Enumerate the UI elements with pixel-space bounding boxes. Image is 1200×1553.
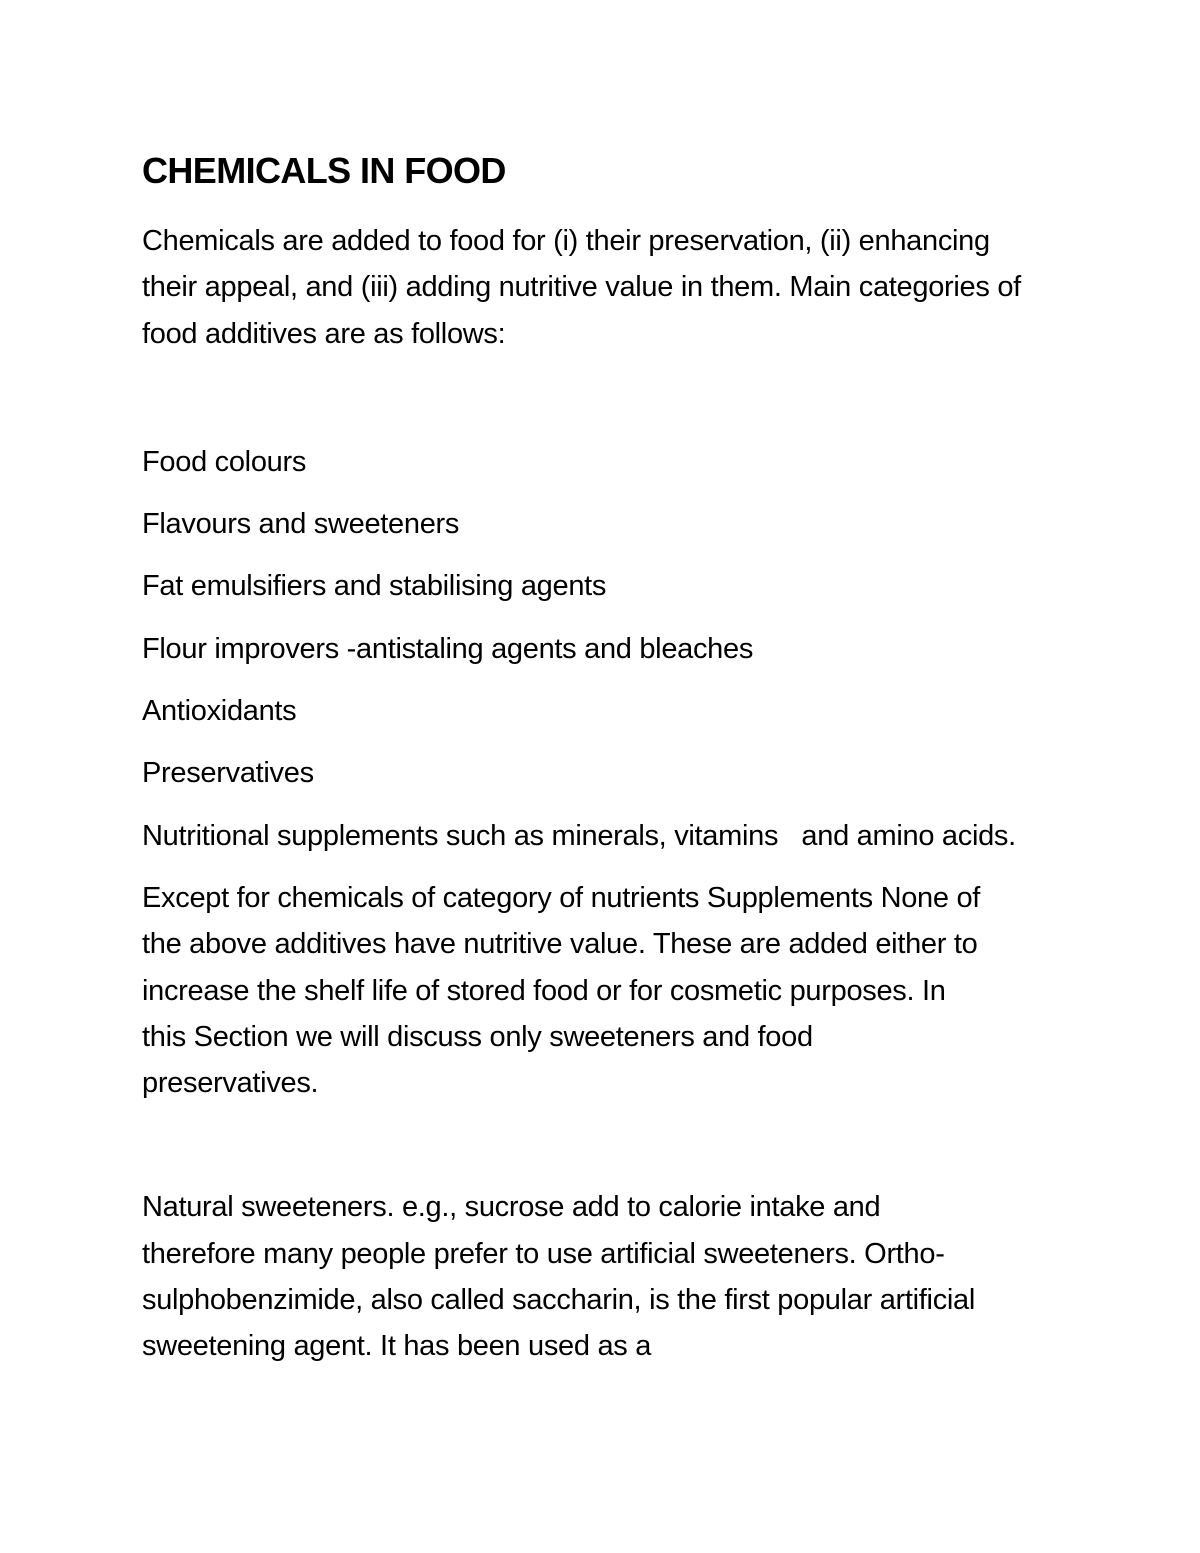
category-item: Fat emulsifiers and stabilising agents xyxy=(142,570,607,603)
category-item: Flavours and sweeteners xyxy=(142,508,460,541)
intro-paragraph: Chemicals are added to food for (i) their preservation, (ii) enhancing their appeal, and (iii) adding nutritive value in them. Main categories of food additives are as follows: xyxy=(142,225,1021,350)
category-item: Antioxidants xyxy=(142,695,297,728)
category-item: Food colours xyxy=(142,445,307,478)
category-item: Preservatives xyxy=(142,757,314,790)
category-item: Nutritional supplements such as minerals, vitamins and amino acids. xyxy=(142,819,1016,852)
additive-category-list xyxy=(142,439,1082,859)
except-paragraph: Except for chemicals of category of nutrients Supplements None of the above additives have nutritive value. These are added either to increase the shelf life of stored food or for cosmetic purposes. In this Section we will discuss only sweeteners and food preservatives. xyxy=(142,881,981,1100)
sweeteners-paragraph: Natural sweeteners. e.g., sucrose add to calorie intake and therefore many people prefer to use artificial sweeteners. Ortho-sulphobenzimide, also called saccharin, is the first popular artificial sweetening agent. It has been used as a xyxy=(142,1191,976,1363)
document-title: CHEMICALS IN FOOD xyxy=(142,150,506,191)
category-item: Flour improvers -antistaling agents and bleaches xyxy=(142,632,754,665)
document-page xyxy=(142,148,1082,1370)
